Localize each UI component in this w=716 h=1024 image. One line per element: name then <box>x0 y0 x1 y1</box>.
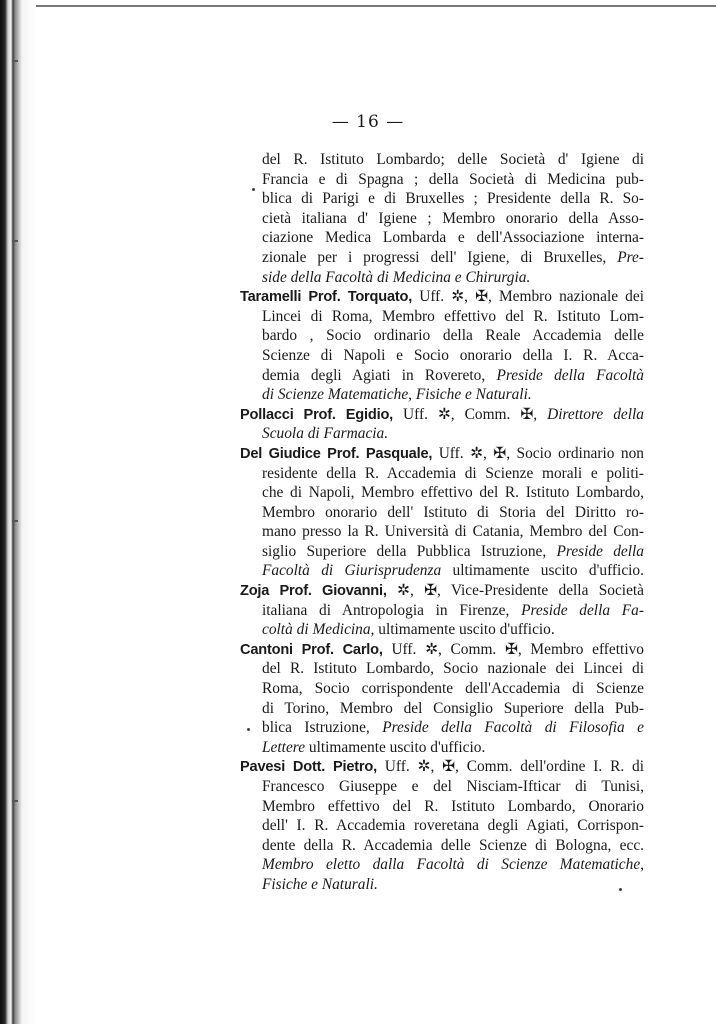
text-line <box>240 228 644 248</box>
body-text: del R. Istituto Lombardo, Socio nazionale dei Lincei di <box>262 660 644 678</box>
speck <box>247 728 250 731</box>
text-line <box>240 385 644 405</box>
italic-text: Facoltà di Giurisprudenza <box>262 562 442 580</box>
entry-heading-line <box>240 444 644 464</box>
speck <box>619 888 622 891</box>
italic-text: Membro eletto dalla Facoltà di Scienze Matematiche, <box>262 856 644 874</box>
text-line <box>240 561 644 581</box>
body-text: Francia e di Spagna ; della Società di Medicina pub- <box>262 170 644 188</box>
body-text: bardo , Socio ordinario della Reale Accademia delle <box>262 327 644 345</box>
text-line <box>240 797 644 817</box>
italic-text: Scuola di Farmacia. <box>262 425 389 443</box>
page-body-text <box>240 150 644 895</box>
body-text: Membro effettivo del R. Istituto Lombardo, Onorario <box>262 797 644 815</box>
body-text: Uff. ✲, ✠, Membro nazionale dei <box>412 288 644 306</box>
text-line <box>240 366 644 386</box>
body-text: Membro onorario dell' Istituto di Storia del Diritto ro- <box>262 503 644 521</box>
text-line <box>240 738 644 758</box>
italic-text: di Scienze Matematiche, Fisiche e Naturali. <box>262 386 532 404</box>
body-text: Lincei di Roma, Membro effettivo del R. Istituto Lom- <box>262 307 644 325</box>
italic-text: Pre- <box>617 248 644 266</box>
italic-text: Fisiche e Naturali. <box>262 875 378 893</box>
body-text: residente della R. Accademia di Scienze morali e politi- <box>262 464 644 482</box>
page-top-edge <box>36 5 716 7</box>
body-text: demia degli Agiati in Rovereto, <box>262 366 486 384</box>
text-line <box>240 503 644 523</box>
text-line <box>240 699 644 719</box>
book-binding-edge <box>0 0 36 1024</box>
text-line <box>240 307 644 327</box>
text-line <box>240 875 644 895</box>
person-name: Taramelli Prof. Torquato, <box>240 289 413 306</box>
entry-heading-line <box>240 405 644 425</box>
text-line <box>240 855 644 875</box>
text-line <box>240 777 644 797</box>
italic-text: Preside della Facoltà di Filosofia e <box>382 719 644 737</box>
text-line <box>240 816 644 836</box>
text-line <box>240 620 644 640</box>
text-line <box>240 150 644 170</box>
body-text: ultimamente uscito d'ufficio. <box>305 738 486 756</box>
person-name: Zoja Prof. Giovanni, <box>240 583 387 600</box>
page-number: — 16 — <box>331 112 405 132</box>
italic-text: Preside della Facoltà <box>496 366 644 384</box>
italic-text: coltà di Medicina, <box>262 621 375 639</box>
text-line <box>240 601 644 621</box>
person-name: Cantoni Prof. Carlo, <box>240 641 383 658</box>
body-text: Roma, Socio corrispondente dell'Accademia di Scienze <box>262 680 644 698</box>
body-text: blica Istruzione, <box>262 719 370 737</box>
italic-text: Preside della <box>556 542 644 560</box>
body-text: di Torino, Membro del Consiglio Superiore della Pub- <box>262 699 644 717</box>
body-text: ciazione Medica Lombarda e dell'Associazione interna- <box>262 229 644 247</box>
text-line <box>240 326 644 346</box>
body-text: zionale per i progressi dell' Igiene, di Bruxelles, <box>262 248 607 266</box>
text-line <box>240 542 644 562</box>
italic-text: Lettere <box>262 738 306 756</box>
text-line <box>240 268 644 288</box>
text-line <box>240 679 644 699</box>
text-line <box>240 464 644 484</box>
text-line <box>240 248 644 268</box>
entry-heading-line <box>240 581 644 601</box>
text-line <box>240 718 644 738</box>
body-text: dell' I. R. Accademia roveretana degli Agiati, Corrispon- <box>262 817 644 835</box>
entry-heading-line <box>240 757 644 777</box>
body-text: Uff. ✲, ✠, Socio ordinario non <box>432 444 644 462</box>
person-name: Pollacci Prof. Egidio, <box>240 406 394 423</box>
entry-heading-line <box>240 640 644 660</box>
body-text: Uff. ✲, Comm. ✠, <box>393 405 538 423</box>
body-text: del R. Istituto Lombardo; delle Società d' Igiene di <box>262 151 644 168</box>
body-text: mano presso la R. Università di Catania, Membro del Con- <box>262 523 644 541</box>
text-line <box>240 483 644 503</box>
text-line <box>240 170 644 190</box>
italic-text: side della Facoltà di Medicina e Chirurgia. <box>262 268 531 286</box>
body-text: Uff. ✲, ✠, Comm. dell'ordine I. R. di <box>376 758 644 776</box>
body-text: che di Napoli, Membro effettivo del R. Istituto Lombardo, <box>262 484 644 502</box>
text-line <box>240 209 644 229</box>
body-text: Uff. ✲, Comm. ✠, Membro effettivo <box>382 640 644 658</box>
body-text: italiana di Antropologia in Firenze, <box>262 601 510 619</box>
body-text: Scienze di Napoli e Socio onorario della I. R. Acca- <box>262 346 644 364</box>
text-line <box>240 424 644 444</box>
body-text: ultimamente uscito d'ufficio. <box>374 621 555 639</box>
body-text: Francesco Giuseppe e del Nisciam-Ifticar di Tunisi, <box>262 778 644 795</box>
text-line <box>240 836 644 856</box>
person-name: Del Giudice Prof. Pasquale, <box>240 445 433 462</box>
text-line <box>240 659 644 679</box>
body-text: cietà italiana d' Igiene ; Membro onorario della Asso- <box>262 209 644 227</box>
text-line <box>240 346 644 366</box>
person-name: Pavesi Dott. Pietro, <box>240 759 377 776</box>
body-text: ✲, ✠, Vice-Presidente della Società <box>386 582 644 600</box>
body-text: blica di Parigi e di Bruxelles ; Presidente della R. So- <box>262 190 644 208</box>
text-line <box>240 522 644 542</box>
text-line <box>240 189 644 209</box>
italic-text: Direttore della <box>547 405 644 423</box>
entry-heading-line <box>240 287 644 307</box>
body-text: ultimamente uscito d'ufficio. <box>441 562 644 580</box>
italic-text: Preside della Fa- <box>521 601 644 619</box>
body-text: siglio Superiore della Pubblica Istruzione, <box>262 542 547 560</box>
body-text: dente della R. Accademia delle Scienze di Bologna, ecc. <box>262 836 644 854</box>
speck <box>252 188 255 191</box>
